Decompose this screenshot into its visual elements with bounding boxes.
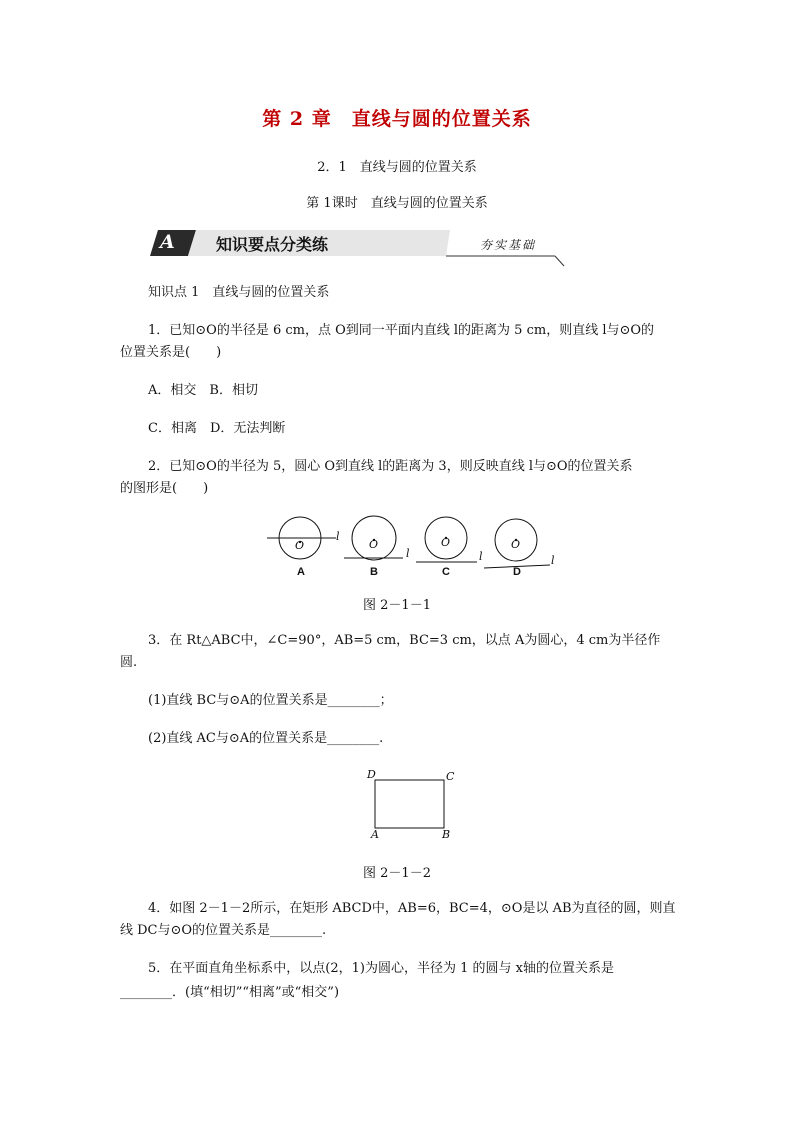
- knowledge-point-heading: 知识点 1 直线与圆的位置关系: [148, 285, 330, 300]
- q3-sub1: (1)直线 BC与⊙A的位置关系是________；: [148, 693, 393, 708]
- banner-label: 知识要点分类练: [216, 235, 329, 254]
- fig1-option-d: D: [513, 566, 521, 578]
- q1-options-cd: C．相离 D．无法判断: [148, 421, 286, 436]
- fig1-label-l-a: l: [336, 530, 340, 543]
- chapter-title: 第 2 章 直线与圆的位置关系: [262, 108, 532, 130]
- q5-line1: 5．在平面直角坐标系中，以点(2，1)为圆心，半径为 1 的圆与 x轴的位置关系是: [148, 961, 614, 976]
- q1-options-ab: A．相交 B．相切: [148, 383, 258, 398]
- banner-tail: [555, 256, 564, 266]
- fig1-label-l-c: l: [479, 550, 483, 563]
- fig1-option-a: A: [297, 566, 305, 578]
- fig2-caption: 图 2－1－2: [363, 866, 431, 881]
- section-title: 2．1 直线与圆的位置关系: [317, 160, 477, 175]
- q5-line2: ________．(填“相切”“相离”或“相交”): [120, 985, 340, 1000]
- q4-line2: 线 DC与⊙O的位置关系是________.: [120, 923, 327, 938]
- fig2-label-d: D: [367, 768, 376, 781]
- fig1-option-b: B: [370, 566, 378, 578]
- fig1-option-c: C: [442, 566, 450, 578]
- q3-line1: 3．在 Rt△ABC中，∠C=90°，AB=5 cm，BC=3 cm，以点 A为圆心，4 cm为半径作: [148, 633, 661, 648]
- banner-right-label: 夯实基础: [480, 238, 537, 252]
- lesson-title: 第 1课时 直线与圆的位置关系: [306, 196, 488, 211]
- fig1-label-o-b: O: [369, 538, 379, 551]
- q2-line2: 的图形是( ): [120, 481, 209, 496]
- fig2-label-b: B: [442, 828, 451, 841]
- q1-line2: 位置关系是( ): [120, 345, 222, 360]
- fig1-label-l-b: l: [406, 547, 410, 560]
- fig1-label-o-a: O: [295, 539, 305, 552]
- figure-2-1-2: [366, 768, 466, 842]
- fig1-label-o-d: O: [511, 538, 521, 551]
- fig1-caption: 图 2－1－1: [363, 598, 431, 613]
- figure-2-1-1: [262, 512, 562, 582]
- q3-sub2: (2)直线 AC与⊙A的位置关系是________.: [148, 731, 384, 746]
- q3-line2: 圆.: [120, 655, 138, 670]
- fig1-label-l-d: l: [551, 554, 555, 567]
- q2-line1: 2．已知⊙O的半径为 5，圆心 O到直线 l的距离为 3，则反映直线 l与⊙O的位置关系: [148, 459, 633, 474]
- fig2-label-a: A: [371, 828, 379, 841]
- q1-line1: 1．已知⊙O的半径是 6 cm，点 O到同一平面内直线 l的距离为 5 cm，则直线 l与⊙O的: [148, 323, 655, 338]
- fig2-rectangle: [375, 780, 444, 828]
- fig2-label-c: C: [446, 770, 455, 783]
- banner-badge: A: [160, 231, 175, 253]
- section-banner: [150, 228, 570, 270]
- q4-line1: 4．如图 2－1－2所示，在矩形 ABCD中，AB=6，BC=4，⊙O是以 AB为直径的圆，则直: [148, 901, 676, 916]
- fig1-label-o-c: O: [441, 536, 451, 549]
